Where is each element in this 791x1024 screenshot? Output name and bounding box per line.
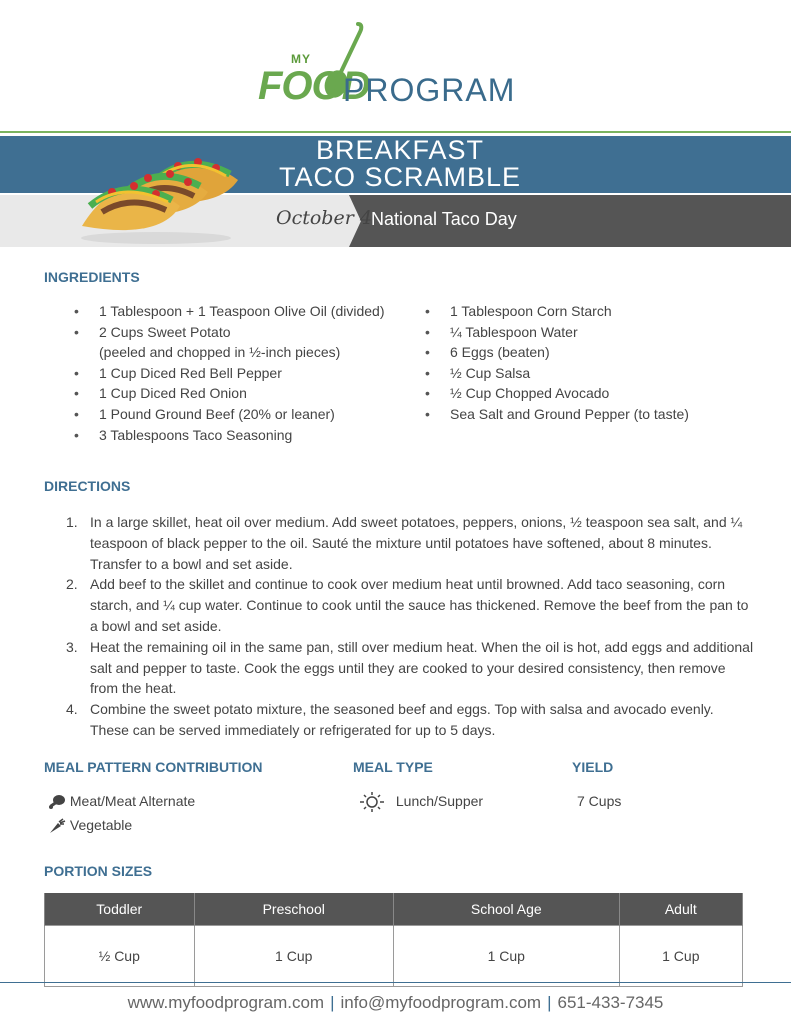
portion-col-school-age: School Age bbox=[393, 893, 619, 926]
ingredient-item: • ½ Cup Salsa bbox=[423, 363, 753, 384]
ingredient-item: • 2 Cups Sweet Potato (peeled and chopped in ½-inch pieces) bbox=[72, 322, 422, 363]
ingredient-item: • 6 Eggs (beaten) bbox=[423, 342, 753, 363]
header-rule bbox=[0, 131, 791, 133]
logo-program: PROGRAM bbox=[343, 72, 516, 108]
directions-list bbox=[66, 512, 756, 741]
directions-heading: DIRECTIONS bbox=[44, 478, 131, 494]
portion-adult-value: 1 Cup bbox=[619, 926, 742, 987]
portion-toddler-value: ½ Cup bbox=[45, 926, 195, 987]
ingredient-item: • 1 Tablespoon Corn Starch bbox=[423, 301, 753, 322]
logo-food: FOOD bbox=[258, 64, 370, 108]
logo bbox=[0, 22, 791, 112]
meal-pattern-heading: MEAL PATTERN CONTRIBUTION bbox=[44, 759, 263, 775]
yield-value: 7 Cups bbox=[577, 793, 622, 809]
direction-step: 4. Combine the sweet potato mixture, the seasoned beef and eggs. Top with salsa and avocado evenly. These can be served immediately or refrigerated for up to 5 days. bbox=[66, 701, 714, 738]
recipe-title-line2: TACO SCRAMBLE bbox=[278, 162, 522, 192]
ingredient-item: • 1 Pound Ground Beef (20% or leaner) bbox=[72, 404, 422, 425]
portion-preschool-value: 1 Cup bbox=[194, 926, 393, 987]
footer-email-link[interactable]: info@myfoodprogram.com bbox=[340, 993, 542, 1012]
direction-step: 3. Heat the remaining oil in the same pan, still over medium heat. When the oil is hot, add eggs and additional salt and pepper to taste. Cook the eggs until they are cooked to your desired consistency, then remove from the heat. bbox=[66, 638, 754, 697]
portion-sizes-heading: PORTION SIZES bbox=[44, 863, 153, 879]
event-name: National Taco Day bbox=[371, 209, 517, 229]
ingredient-item: • 1 Cup Diced Red Onion bbox=[72, 383, 422, 404]
table-row bbox=[45, 926, 743, 987]
footer-website-link[interactable]: www.myfoodprogram.com bbox=[127, 993, 325, 1012]
ingredients-list-right bbox=[423, 301, 753, 425]
logo-my: MY bbox=[291, 52, 311, 66]
meal-type-heading: MEAL TYPE bbox=[353, 759, 433, 775]
direction-step: 1. In a large skillet, heat oil over medium. Add sweet potatoes, peppers, onions, ½ teaspoon sea salt, and ¼ teaspoon of black pepper to the oil. Sauté the mixture until potatoes have softened, about 8 minutes. Transfer to a bowl and set aside. bbox=[66, 514, 743, 572]
portion-school-age-value: 1 Cup bbox=[393, 926, 619, 987]
footer: www.myfoodprogram.com | info@myfoodprogram.com | 651-433-7345 bbox=[127, 993, 664, 1012]
meal-type-value: Lunch/Supper bbox=[358, 792, 483, 812]
portion-table-header bbox=[45, 893, 743, 926]
portion-col-toddler: Toddler bbox=[45, 893, 195, 926]
meal-pattern-meat: Meat/Meat Alternate bbox=[48, 793, 195, 810]
portion-table bbox=[44, 893, 743, 987]
recipe-title-line1: BREAKFAST bbox=[315, 135, 485, 165]
ingredient-item: • 3 Tablespoons Taco Seasoning bbox=[72, 425, 422, 446]
ingredient-item: • ¼ Tablespoon Water bbox=[423, 322, 753, 343]
ingredients-heading: INGREDIENTS bbox=[44, 269, 140, 285]
portion-col-adult: Adult bbox=[619, 893, 742, 926]
direction-step: 2. Add beef to the skillet and continue to cook over medium heat until browned. Add taco seasoning, corn starch, and ¼ cup water. Continue to cook until the sauce has thickened. Remove the beef from the pan to a bowl and set aside. bbox=[66, 576, 749, 634]
sun-icon bbox=[358, 792, 386, 812]
ingredient-note: (peeled and chopped in ½-inch pieces) bbox=[99, 344, 341, 361]
footer-rule bbox=[0, 982, 791, 983]
ingredients-list-left bbox=[72, 301, 422, 445]
carrot-icon bbox=[48, 818, 66, 834]
ingredient-item: • 1 Tablespoon + 1 Teaspoon Olive Oil (divided) bbox=[72, 301, 422, 322]
recipe-title bbox=[250, 137, 550, 191]
ingredient-item: • Sea Salt and Ground Pepper (to taste) bbox=[423, 404, 753, 425]
tacos-illustration bbox=[76, 140, 246, 245]
drumstick-icon bbox=[48, 794, 66, 810]
meal-pattern-vegetable: Vegetable bbox=[48, 817, 132, 834]
portion-col-preschool: Preschool bbox=[194, 893, 393, 926]
event-date: October 4 bbox=[276, 207, 372, 229]
ingredient-item: • ½ Cup Chopped Avocado bbox=[423, 383, 753, 404]
ingredient-item: • 1 Cup Diced Red Bell Pepper bbox=[72, 363, 422, 384]
footer-phone[interactable]: 651-433-7345 bbox=[557, 993, 664, 1012]
yield-heading: YIELD bbox=[572, 759, 614, 775]
